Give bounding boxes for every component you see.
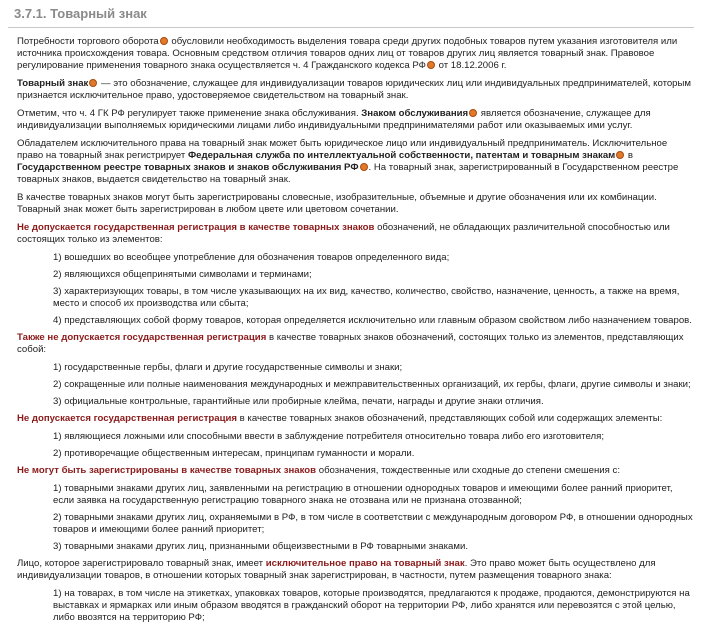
- text-run: 3) официальные контрольные, гарантийные или пробирные клейма, печати, награды и другие знаки отличия.: [53, 396, 544, 407]
- list-item: [53, 269, 693, 281]
- text-run: 2) товарными знаками других лиц, охраняемыми в РФ, в том числе в соответствии с международным договором РФ, в отношении однородных товаров и имеющими более ранний приоритет;: [53, 512, 693, 535]
- text-run: 3) товарными знаками других лиц, признанными общеизвестными в РФ товарными знаками.: [53, 541, 468, 552]
- paragraph: [17, 558, 693, 582]
- paragraph: [17, 465, 693, 477]
- red-highlight: Также не допускается государственная регистрация: [17, 332, 267, 343]
- text-run: обозначений, не обладающих различительной способностью или состоящих только из элементов:: [17, 222, 670, 245]
- list-item: [53, 431, 693, 443]
- text-run: Обладателем исключительного права на товарный знак может быть юридическое лицо или индивидуальный предприниматель. Исключительное право на товарный знак регистрирует: [17, 138, 668, 161]
- paragraph: [17, 332, 693, 356]
- text-run: 4) представляющих собой форму товаров, которая определяется исключительно или главным образом свойством либо назначением товаров.: [53, 315, 692, 326]
- text-run: в качестве товарных знаков обозначений, состоящих только из элементов, представляющих собой:: [17, 332, 684, 355]
- paragraph: [17, 192, 693, 216]
- list-item: [53, 396, 693, 408]
- paragraph: [17, 138, 693, 186]
- list-item: [53, 541, 693, 553]
- text-run: в: [625, 150, 634, 161]
- text-run: В качестве товарных знаков могут быть зарегистрированы словесные, изобразительные, объемные и другие обозначения или их комбинации. Товарный знак может быть зарегистрирован в любом цвете или цветовом сочетании.: [17, 192, 657, 215]
- term-highlight: Государственном реестре товарных знаков и знаков обслуживания РФ: [17, 162, 359, 173]
- list-item: [53, 588, 693, 624]
- text-run: является обозначение, служащее для индивидуализации выполняемых юридическими лицами либо индивидуальными предпринимателями работ или оказываемых ими услуг.: [17, 108, 651, 131]
- term-highlight: Знаком обслуживания: [361, 108, 469, 119]
- red-highlight: Не допускается государственная регистрация в качестве товарных знаков: [17, 222, 375, 233]
- text-run: 1) товарными знаками других лиц, заявленными на регистрацию в отношении однородных товаров и имеющими более ранний приоритет, если заявка на государственную регистрацию товарного знака не отозвана или не признана отозванной;: [53, 483, 673, 506]
- text-run: от 18.12.2006 г.: [435, 60, 507, 71]
- title-divider: [8, 27, 694, 28]
- section-title: 3.7.1. Товарный знак: [14, 6, 147, 21]
- text-run: 1) вошедших во всеобщее употребление для обозначения товаров определенного вида;: [53, 252, 450, 263]
- red-highlight: Не допускается государственная регистрация: [17, 413, 237, 424]
- document-body: [17, 36, 693, 629]
- paragraph: [17, 108, 693, 132]
- link-icon[interactable]: [427, 61, 435, 69]
- text-run: 3) характеризующих товары, в том числе указывающих на их вид, качество, количество, свойство, назначение, ценность, а также на время, место и способ их производства или сбыта;: [53, 286, 680, 309]
- list-item: [53, 252, 693, 264]
- list-item: [53, 483, 693, 507]
- text-run: 1) являющиеся ложными или способными ввести в заблуждение потребителя относительно товара либо его изготовителя;: [53, 431, 605, 442]
- text-run: Лицо, которое зарегистрировало товарный знак, имеет: [17, 558, 266, 569]
- text-run: 1) государственные гербы, флаги и другие государственные символы и знаки;: [53, 362, 403, 373]
- list-item: [53, 362, 693, 374]
- paragraph: [17, 413, 693, 425]
- text-run: в качестве товарных знаков обозначений, представляющих собой или содержащих элементы:: [237, 413, 663, 424]
- text-run: обозначения, тождественные или сходные до степени смешения с:: [316, 465, 620, 476]
- link-icon[interactable]: [616, 151, 624, 159]
- paragraph: [17, 36, 693, 72]
- red-highlight: Не могут быть зарегистрированы в качестве товарных знаков: [17, 465, 317, 476]
- link-icon[interactable]: [89, 79, 97, 87]
- list-item: [53, 286, 693, 310]
- text-run: обусловили необходимость выделения товара среди других подобных товаров путем указания изготовителя или источника происхождения товара. Основным средством отличия товаров одних лиц от товаров других лиц является товарный знак. Правовое регулирование применения товарного знака осуществляется ч. 4 Гражданского кодекса РФ: [17, 36, 678, 71]
- link-icon[interactable]: [469, 109, 477, 117]
- text-run: . Это право может быть осуществлено для индивидуализации товаров, в отношении которых товарный знак зарегистрирован, в частности, путем размещения товарного знака:: [17, 558, 656, 581]
- text-run: . На товарный знак, зарегистрированный в Государственном реестре товарных знаков, выдается свидетельство на товарный знак.: [17, 162, 679, 185]
- term-highlight: Федеральная служба по интеллектуальной собственности, патентам и товарным знакам: [187, 150, 616, 161]
- text-run: Отметим, что ч. 4 ГК РФ регулирует также применение знака обслуживания.: [17, 108, 362, 119]
- text-run: 2) сокращенные или полные наименования международных и межправительственных организаций, их гербы, флаги, другие символы и знаки;: [53, 379, 691, 390]
- text-run: 2) являющихся общепринятыми символами и терминами;: [53, 269, 312, 280]
- link-icon[interactable]: [360, 163, 368, 171]
- list-item: [53, 379, 693, 391]
- list-item: [53, 512, 693, 536]
- paragraph: [17, 78, 693, 102]
- text-run: 1) на товарах, в том числе на этикетках, упаковках товаров, которые производятся, предлагаются к продаже, продаются, демонстрируются на выставках и ярмарках или иным образом вводятся в гражданский оборот на территории РФ, либо хранятся или перевозятся с этой целью, либо ввозятся на территорию РФ;: [53, 588, 690, 623]
- text-run: Потребности торгового оборота: [17, 36, 159, 47]
- term-highlight: Товарный знак: [17, 78, 89, 89]
- red-highlight: исключительное право на товарный знак: [265, 558, 465, 569]
- paragraph: [17, 222, 693, 246]
- text-run: 2) противоречащие общественным интересам, принципам гуманности и морали.: [53, 448, 415, 459]
- text-run: — это обозначение, служащее для индивидуализации товаров юридических лиц или индивидуальных предпринимателей, которым признается исключительное право, удостоверяемое свидетельством на товарный знак.: [17, 78, 692, 101]
- list-item: [53, 448, 693, 460]
- link-icon[interactable]: [160, 37, 168, 45]
- list-item: [53, 315, 693, 327]
